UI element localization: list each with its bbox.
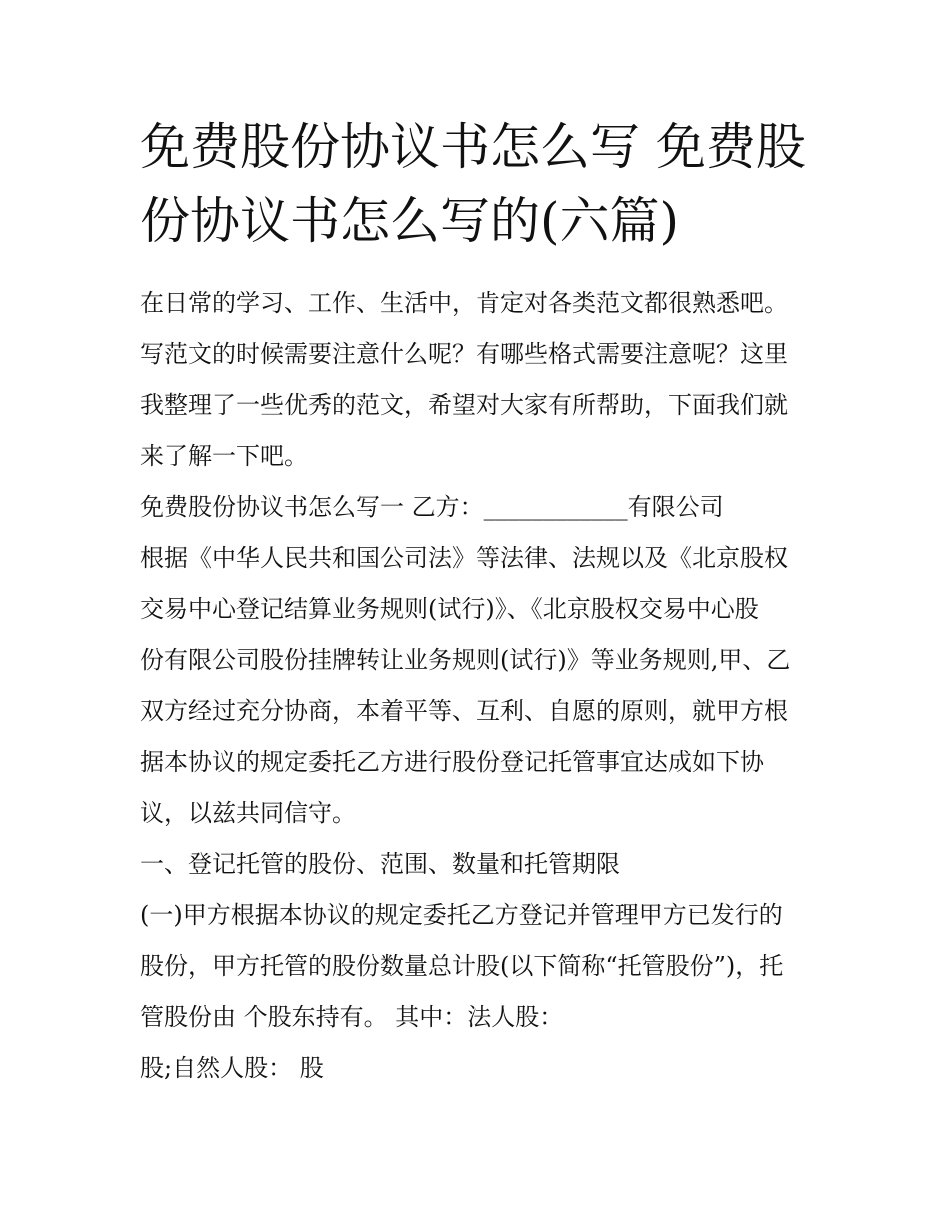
- body-line-13: (一)甲方根据本协议的规定委托乙方登记并管理甲方已发行的: [140, 901, 783, 929]
- document-title: [140, 110, 840, 258]
- body-line-1: 在日常的学习、工作、生活中，肯定对各类范文都很熟悉吧。: [140, 289, 788, 317]
- body-line-7: 交易中心登记结算业务规则(试行)》、《北京股权交易中心股: [140, 595, 759, 623]
- body-line-2: 写范文的时候需要注意什么呢？有哪些格式需要注意呢？这里: [140, 340, 788, 368]
- body-line-12: 一、登记托管的股份、范围、数量和托管期限: [140, 850, 620, 878]
- body-line-11: 议，以兹共同信守。: [140, 799, 356, 827]
- body-line-16: 股;自然人股： 股: [140, 1054, 324, 1082]
- body-line-15: 管股份由 个股东持有。 其中：法人股：: [140, 1003, 564, 1031]
- body-line-14: 股份，甲方托管的股份数量总计股(以下简称“托管股份”)，托: [140, 952, 784, 980]
- title-line-2: 份协议书怎么写的(六篇): [140, 192, 680, 250]
- body-line-6: 根据《中华人民共和国公司法》等法律、法规以及《北京股权: [140, 544, 788, 572]
- document-body: [140, 278, 830, 1094]
- title-line-1: 免费股份协议书怎么写 免费股: [140, 118, 806, 176]
- body-line-9: 双方经过充分协商，本着平等、互利、自愿的原则，就甲方根: [140, 697, 788, 725]
- body-line-3: 我整理了一些优秀的范文，希望对大家有所帮助，下面我们就: [140, 391, 788, 419]
- body-line-8: 份有限公司股份挂牌转让业务规则(试行)》等业务规则,甲、乙: [140, 646, 791, 674]
- body-line-4: 来了解一下吧。: [140, 442, 308, 470]
- body-line-10: 据本协议的规定委托乙方进行股份登记托管事宜达成如下协: [140, 748, 764, 776]
- body-line-5: 免费股份协议书怎么写一 乙方：____________有限公司: [140, 493, 724, 521]
